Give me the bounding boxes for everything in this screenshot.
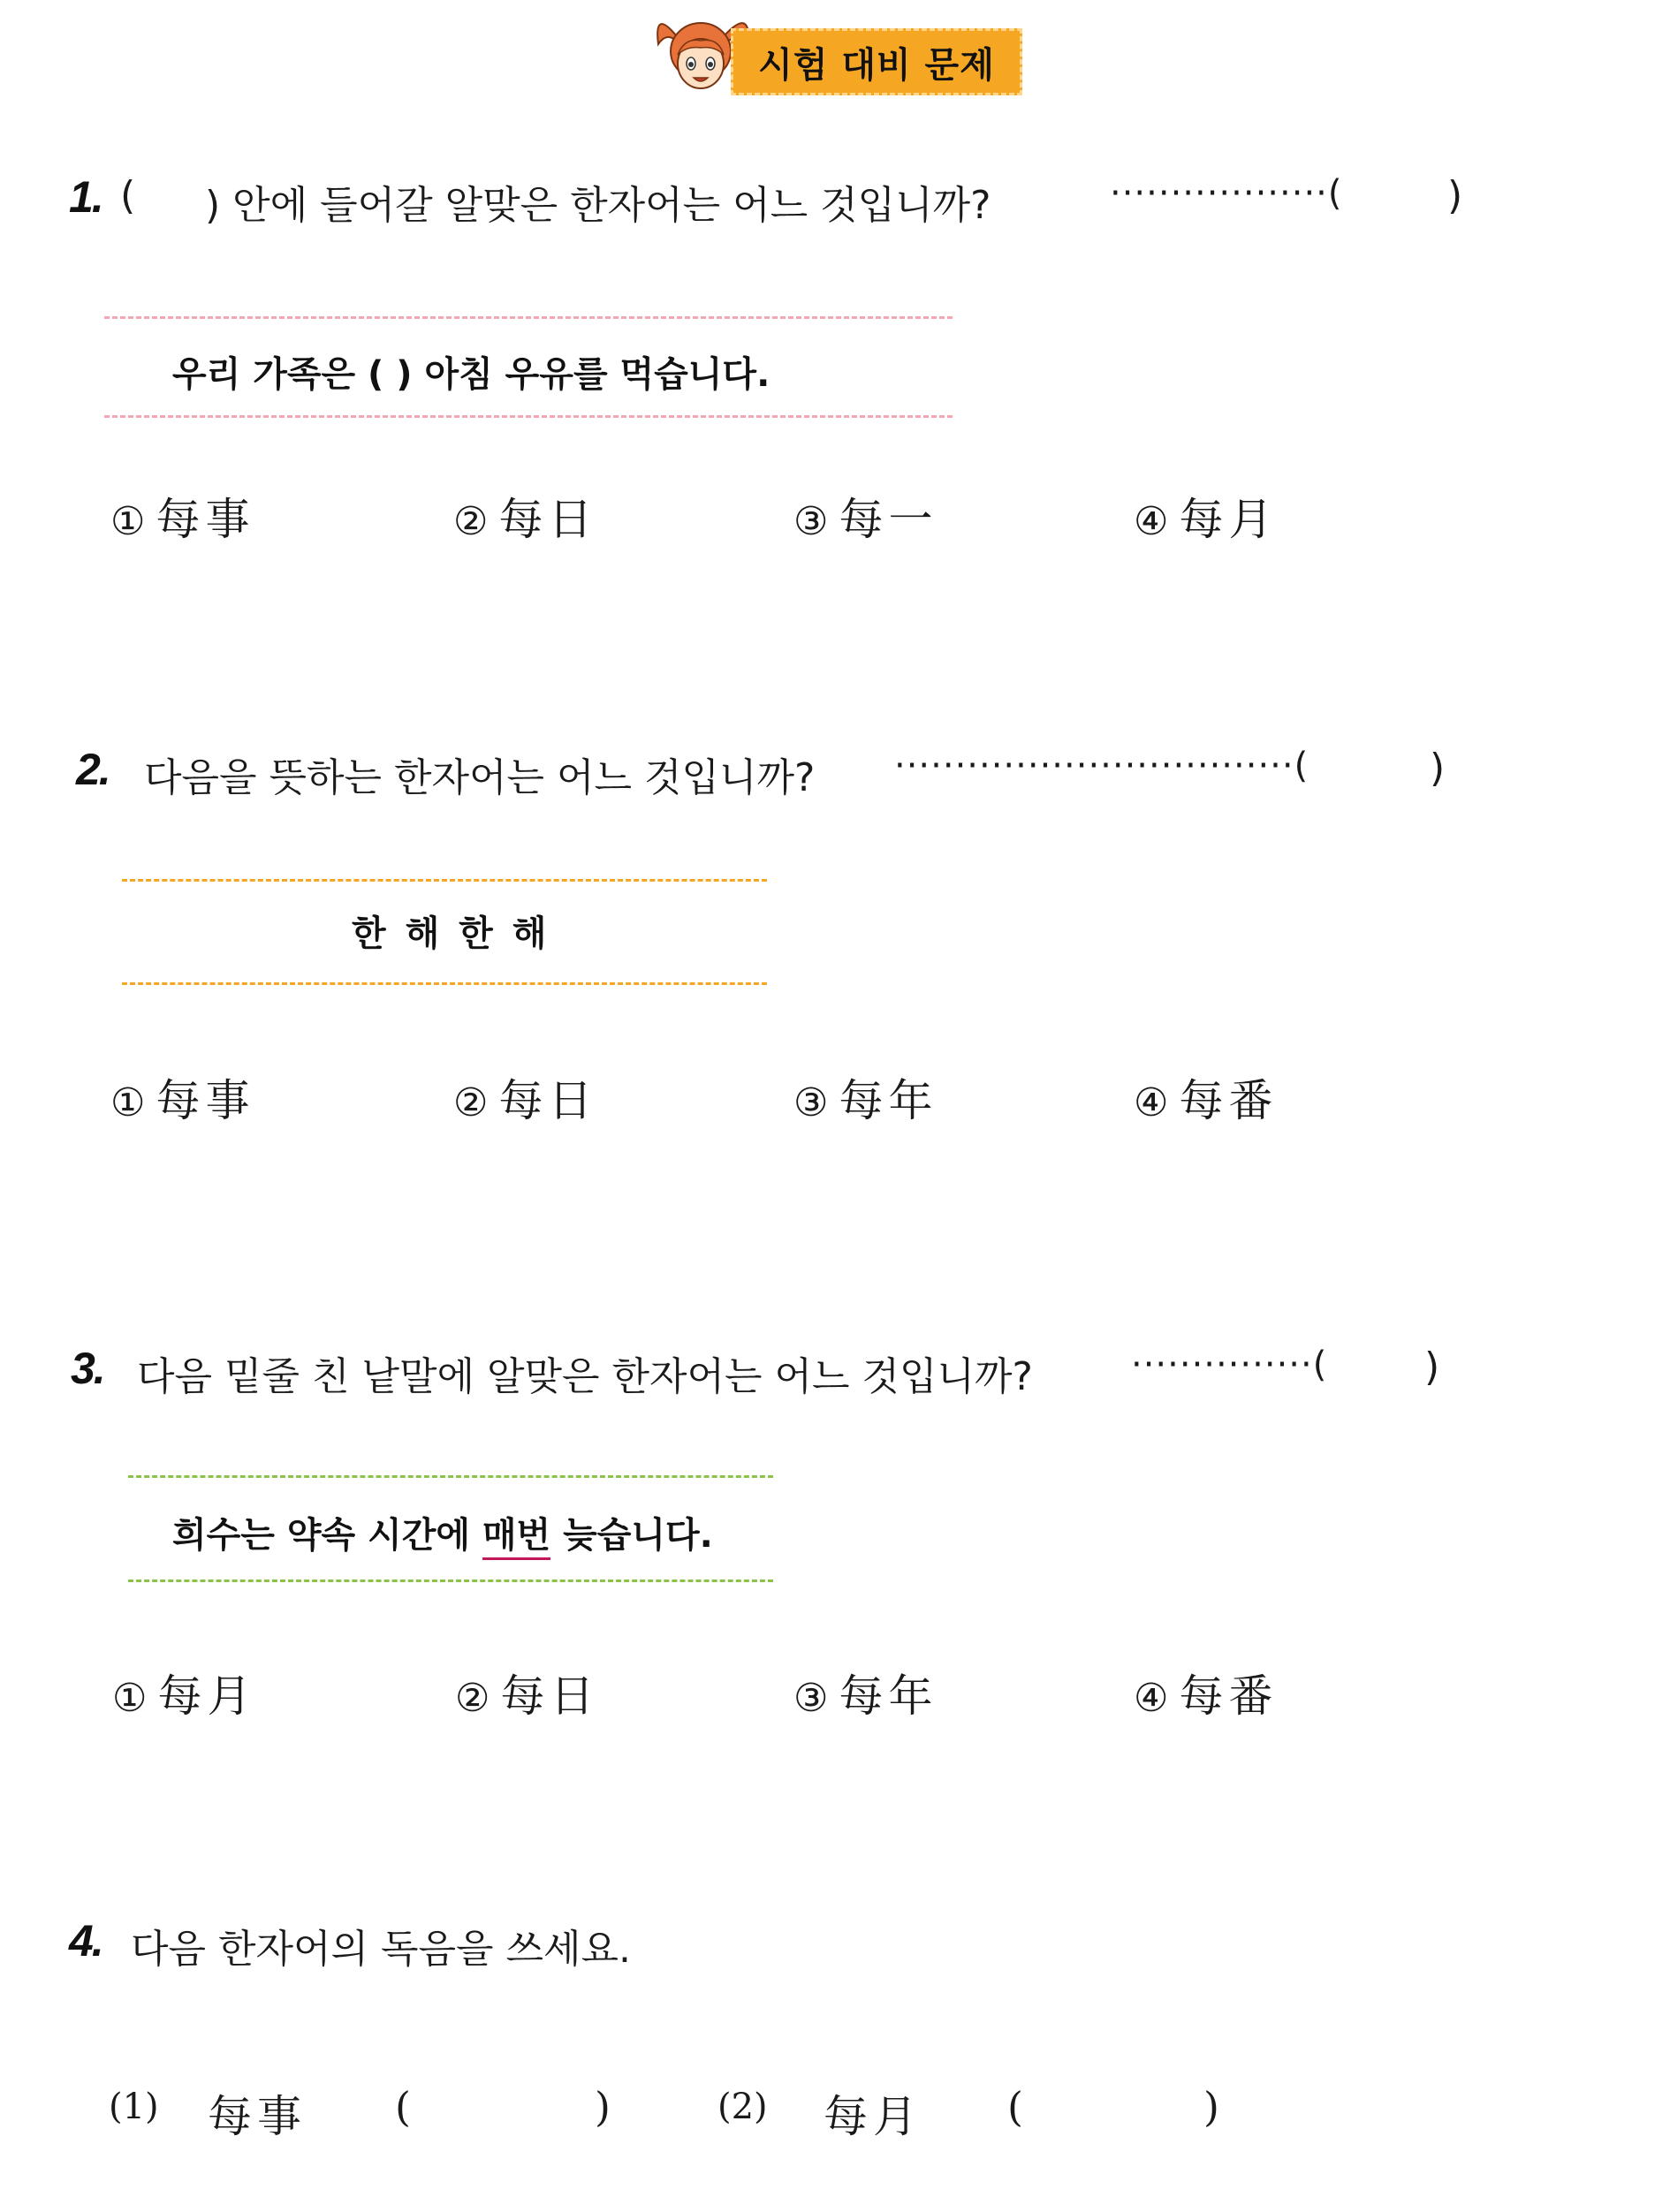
q4-item-2-number: (2) [717, 2087, 768, 2127]
q2-answer-close: ) [1430, 746, 1446, 791]
q2-option-2[interactable]: ② 每日 [453, 1075, 598, 1126]
q3-option-2[interactable]: ② 每日 [455, 1670, 600, 1722]
q4-item-1-open-paren[interactable]: ( [395, 2083, 411, 2131]
section-title: 시험 대비 문제 [758, 44, 995, 86]
q3-option-1[interactable]: ① 每月 [112, 1670, 257, 1722]
question-1-number: 1. [69, 172, 102, 222]
q2-answer-leader: ·································( [894, 746, 1309, 786]
q1-option-4[interactable]: ④ 每月 [1134, 494, 1279, 545]
q4-item-1-hanja: 每事 [208, 2091, 307, 2142]
question-4-number: 4. [69, 1916, 102, 1966]
q2-box-bottom-rule [122, 982, 767, 985]
q3-box-top-rule [128, 1475, 773, 1478]
q1-option-2[interactable]: ② 每日 [453, 494, 598, 545]
q2-box-phrase: 한 해 한 해 [352, 913, 550, 954]
question-3-text: 다음 밑줄 친 낱말에 알맞은 한자어는 어느 것입니까? [137, 1354, 1033, 1399]
q4-item-2-close-paren: ) [1203, 2083, 1219, 2131]
q1-blank-open-paren: ( [120, 173, 136, 218]
question-2-number: 2. [76, 745, 110, 794]
q1-box-sentence: 우리 가족은 ( ) 아침 우유를 먹습니다. [172, 354, 770, 395]
q4-item-1-close-paren: ) [595, 2083, 611, 2131]
q2-box-top-rule [122, 879, 767, 882]
section-title-badge [731, 28, 1022, 95]
q3-answer-leader: ···············( [1131, 1345, 1328, 1385]
header-badge [649, 0, 1056, 106]
q1-box-top-rule [104, 316, 953, 319]
q4-item-2-hanja: 每月 [824, 2091, 922, 2142]
question-3-number: 3. [71, 1344, 104, 1393]
q1-answer-close: ) [1447, 173, 1463, 218]
q4-item-2-open-paren[interactable]: ( [1007, 2083, 1023, 2131]
question-4-text: 다음 한자어의 독음을 쓰세요. [131, 1927, 631, 1972]
q1-box-bottom-rule [104, 415, 953, 418]
q3-box-sentence: 희수는 약속 시간에 매번 늦습니다. [172, 1507, 713, 1557]
q1-option-3[interactable]: ③ 每一 [793, 494, 938, 545]
q3-box-bottom-rule [128, 1579, 773, 1582]
q1-answer-leader: ··················( [1110, 173, 1343, 214]
q3-underlined-word: 매번 [482, 1515, 550, 1560]
q3-option-3[interactable]: ③ 每年 [793, 1670, 938, 1722]
q4-item-1-number: (1) [109, 2087, 159, 2127]
question-2-text: 다음을 뜻하는 한자어는 어느 것입니까? [144, 755, 816, 800]
q2-option-4[interactable]: ④ 每番 [1134, 1075, 1279, 1126]
q3-option-4[interactable]: ④ 每番 [1134, 1670, 1279, 1722]
q1-option-1[interactable]: ① 每事 [110, 494, 255, 545]
question-1-text: ) 안에 들어갈 알맞은 한자어는 어느 것입니까? [205, 183, 991, 228]
q2-option-1[interactable]: ① 每事 [110, 1075, 255, 1126]
q2-option-3[interactable]: ③ 每年 [793, 1075, 938, 1126]
q3-answer-close: ) [1424, 1345, 1440, 1390]
